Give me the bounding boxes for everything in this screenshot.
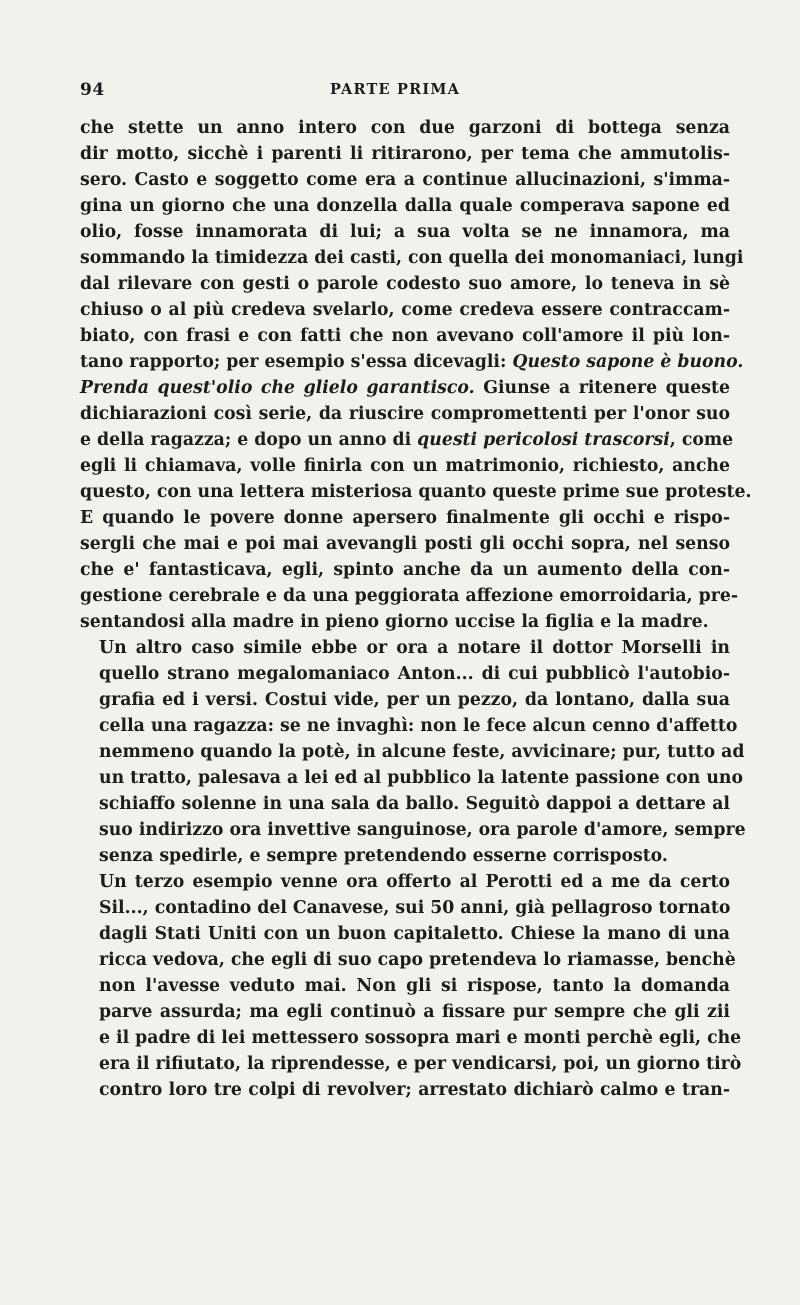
text-line <box>80 817 746 843</box>
text-line <box>80 375 730 401</box>
text-line <box>80 1025 742 1051</box>
text-line <box>80 791 730 817</box>
text-line <box>80 973 730 999</box>
text-segment: Un terzo esempio venne ora offerto al Perotti ed a me da certo <box>99 872 730 892</box>
text-segment: chiuso o al più credeva svelarlo, come credeva essere contraccam- <box>80 300 730 320</box>
text-segment: e il padre di lei mettessero sossopra mari e monti perchè egli, che <box>99 1028 742 1048</box>
text-line <box>80 765 743 791</box>
text-line <box>80 323 730 349</box>
text-line <box>80 427 734 453</box>
text-line <box>80 193 730 219</box>
text-segment: era il rifiutato, la riprendesse, e per vendicarsi, poi, un giorno tirò <box>99 1054 742 1074</box>
text-line <box>80 479 752 505</box>
text-line <box>80 713 738 739</box>
text-segment: tano rapporto; per esempio s'essa dicevagli: <box>80 352 513 372</box>
text-line <box>80 869 730 895</box>
text-segment: egli li chiamava, volle finirla con un matrimonio, richiesto, anche <box>80 456 730 476</box>
text-segment: gestione cerebrale e da una peggiorata affezione emorroidaria, pre- <box>80 586 739 606</box>
text-segment: Giunse a ritenere queste <box>474 378 730 398</box>
text-line <box>80 115 730 141</box>
text-line <box>80 557 730 583</box>
text-segment: dagli Stati Uniti con un buon capitaletto. Chiese la mano di una <box>99 924 730 944</box>
text-line <box>80 349 744 375</box>
text-line <box>80 687 730 713</box>
text-segment: contro loro tre colpi di revolver; arrestato dichiarò calmo e tran- <box>99 1080 730 1100</box>
text-segment: quello strano megalomaniaco Anton... di cui pubblicò l'autobio- <box>99 664 730 684</box>
page-header <box>80 80 730 104</box>
text-line <box>80 635 730 661</box>
text-segment: sergli che mai e poi mai avevangli posti gli occhi sopra, nel senso <box>80 534 730 554</box>
body-text <box>80 115 752 1103</box>
text-line <box>80 453 730 479</box>
text-segment: ricca vedova, che egli di suo capo pretendeva lo riamasse, benchè <box>99 950 736 970</box>
text-segment: grafia ed i versi. Costui vide, per un pezzo, da lontano, dalla sua <box>99 690 730 710</box>
text-segment: che stette un anno intero con due garzoni di bottega senza <box>80 118 730 138</box>
text-segment: gina un giorno che una donzella dalla quale comperava sapone ed <box>80 196 730 216</box>
text-line <box>80 401 730 427</box>
text-segment: un tratto, palesava a lei ed al pubblico la latente passione con uno <box>99 768 743 788</box>
text-line <box>80 245 744 271</box>
text-segment: biato, con frasi e con fatti che non avevano coll'amore il più lon- <box>80 326 730 346</box>
text-segment: senza spedirle, e sempre pretendendo esserne corrisposto. <box>99 846 668 866</box>
page-number: 94 <box>80 80 105 100</box>
text-segment: schiaffo solenne in una sala da ballo. Seguitò dappoi a dettare al <box>99 794 730 814</box>
text-line <box>80 297 730 323</box>
text-line <box>80 895 730 921</box>
text-line <box>80 739 745 765</box>
text-segment: che e' fantasticava, egli, spinto anche da un aumento della con- <box>80 560 730 580</box>
text-segment: dichiarazioni così serie, da riuscire compromettenti per l'onor suo <box>80 404 730 424</box>
text-segment: nemmeno quando la potè, in alcune feste, avvicinare; pur, tutto ad <box>99 742 745 762</box>
text-segment: non l'avesse veduto mai. Non gli si rispose, tanto la domanda <box>99 976 730 996</box>
text-line <box>80 167 730 193</box>
italic-text: Questo sapone è buono. <box>512 352 744 372</box>
text-line <box>80 609 730 635</box>
text-segment: sommando la timidezza dei casti, con quella dei monomaniaci, lungi <box>80 248 744 268</box>
paragraph <box>80 115 752 635</box>
text-segment: suo indirizzo ora invettive sanguinose, ora parole d'amore, sempre <box>99 820 746 840</box>
text-segment: Sil..., contadino del Canavese, sui 50 anni, già pellagroso tornato <box>99 898 731 918</box>
text-line <box>80 947 736 973</box>
text-segment: E quando le povere donne apersero finalmente gli occhi e rispo- <box>80 508 730 528</box>
text-line <box>80 531 730 557</box>
text-line <box>80 505 730 531</box>
paragraph <box>80 869 742 1103</box>
text-segment: olio, fosse innamorata di lui; a sua volta se ne innamora, ma <box>80 222 730 242</box>
paragraph <box>80 635 746 869</box>
text-segment: , come <box>669 430 734 450</box>
text-line <box>80 271 730 297</box>
text-segment: dir motto, sicchè i parenti li ritirarono, per tema che ammutolis- <box>80 144 730 164</box>
italic-text: questi pericolosi trascorsi <box>417 430 670 450</box>
text-line <box>80 141 730 167</box>
text-segment: questo, con una lettera misteriosa quanto queste prime sue proteste. <box>80 482 752 502</box>
text-segment: dal rilevare con gesti o parole codesto suo amore, lo teneva in sè <box>80 274 730 294</box>
text-line <box>80 921 730 947</box>
text-line <box>80 1077 730 1103</box>
text-line <box>80 843 730 869</box>
text-segment: Un altro caso simile ebbe or ora a notare il dottor Morselli in <box>99 638 730 658</box>
italic-text: Prenda quest'olio che glielo garantisco. <box>80 378 475 398</box>
text-line <box>80 661 730 687</box>
text-line <box>80 219 730 245</box>
text-segment: cella una ragazza: se ne invaghì: non le fece alcun cenno d'affetto <box>99 716 738 736</box>
text-segment: e della ragazza; e dopo un anno di <box>80 430 418 450</box>
text-segment: sentandosi alla madre in pieno giorno uccise la figlia e la madre. <box>80 612 709 632</box>
text-line <box>80 1051 742 1077</box>
text-segment: sero. Casto e soggetto come era a continue allucinazioni, s'imma- <box>80 170 730 190</box>
text-line <box>80 999 730 1025</box>
text-line <box>80 583 739 609</box>
text-segment: parve assurda; ma egli continuò a fissare pur sempre che gli zii <box>99 1002 730 1022</box>
running-head: PARTE PRIMA <box>330 81 461 98</box>
